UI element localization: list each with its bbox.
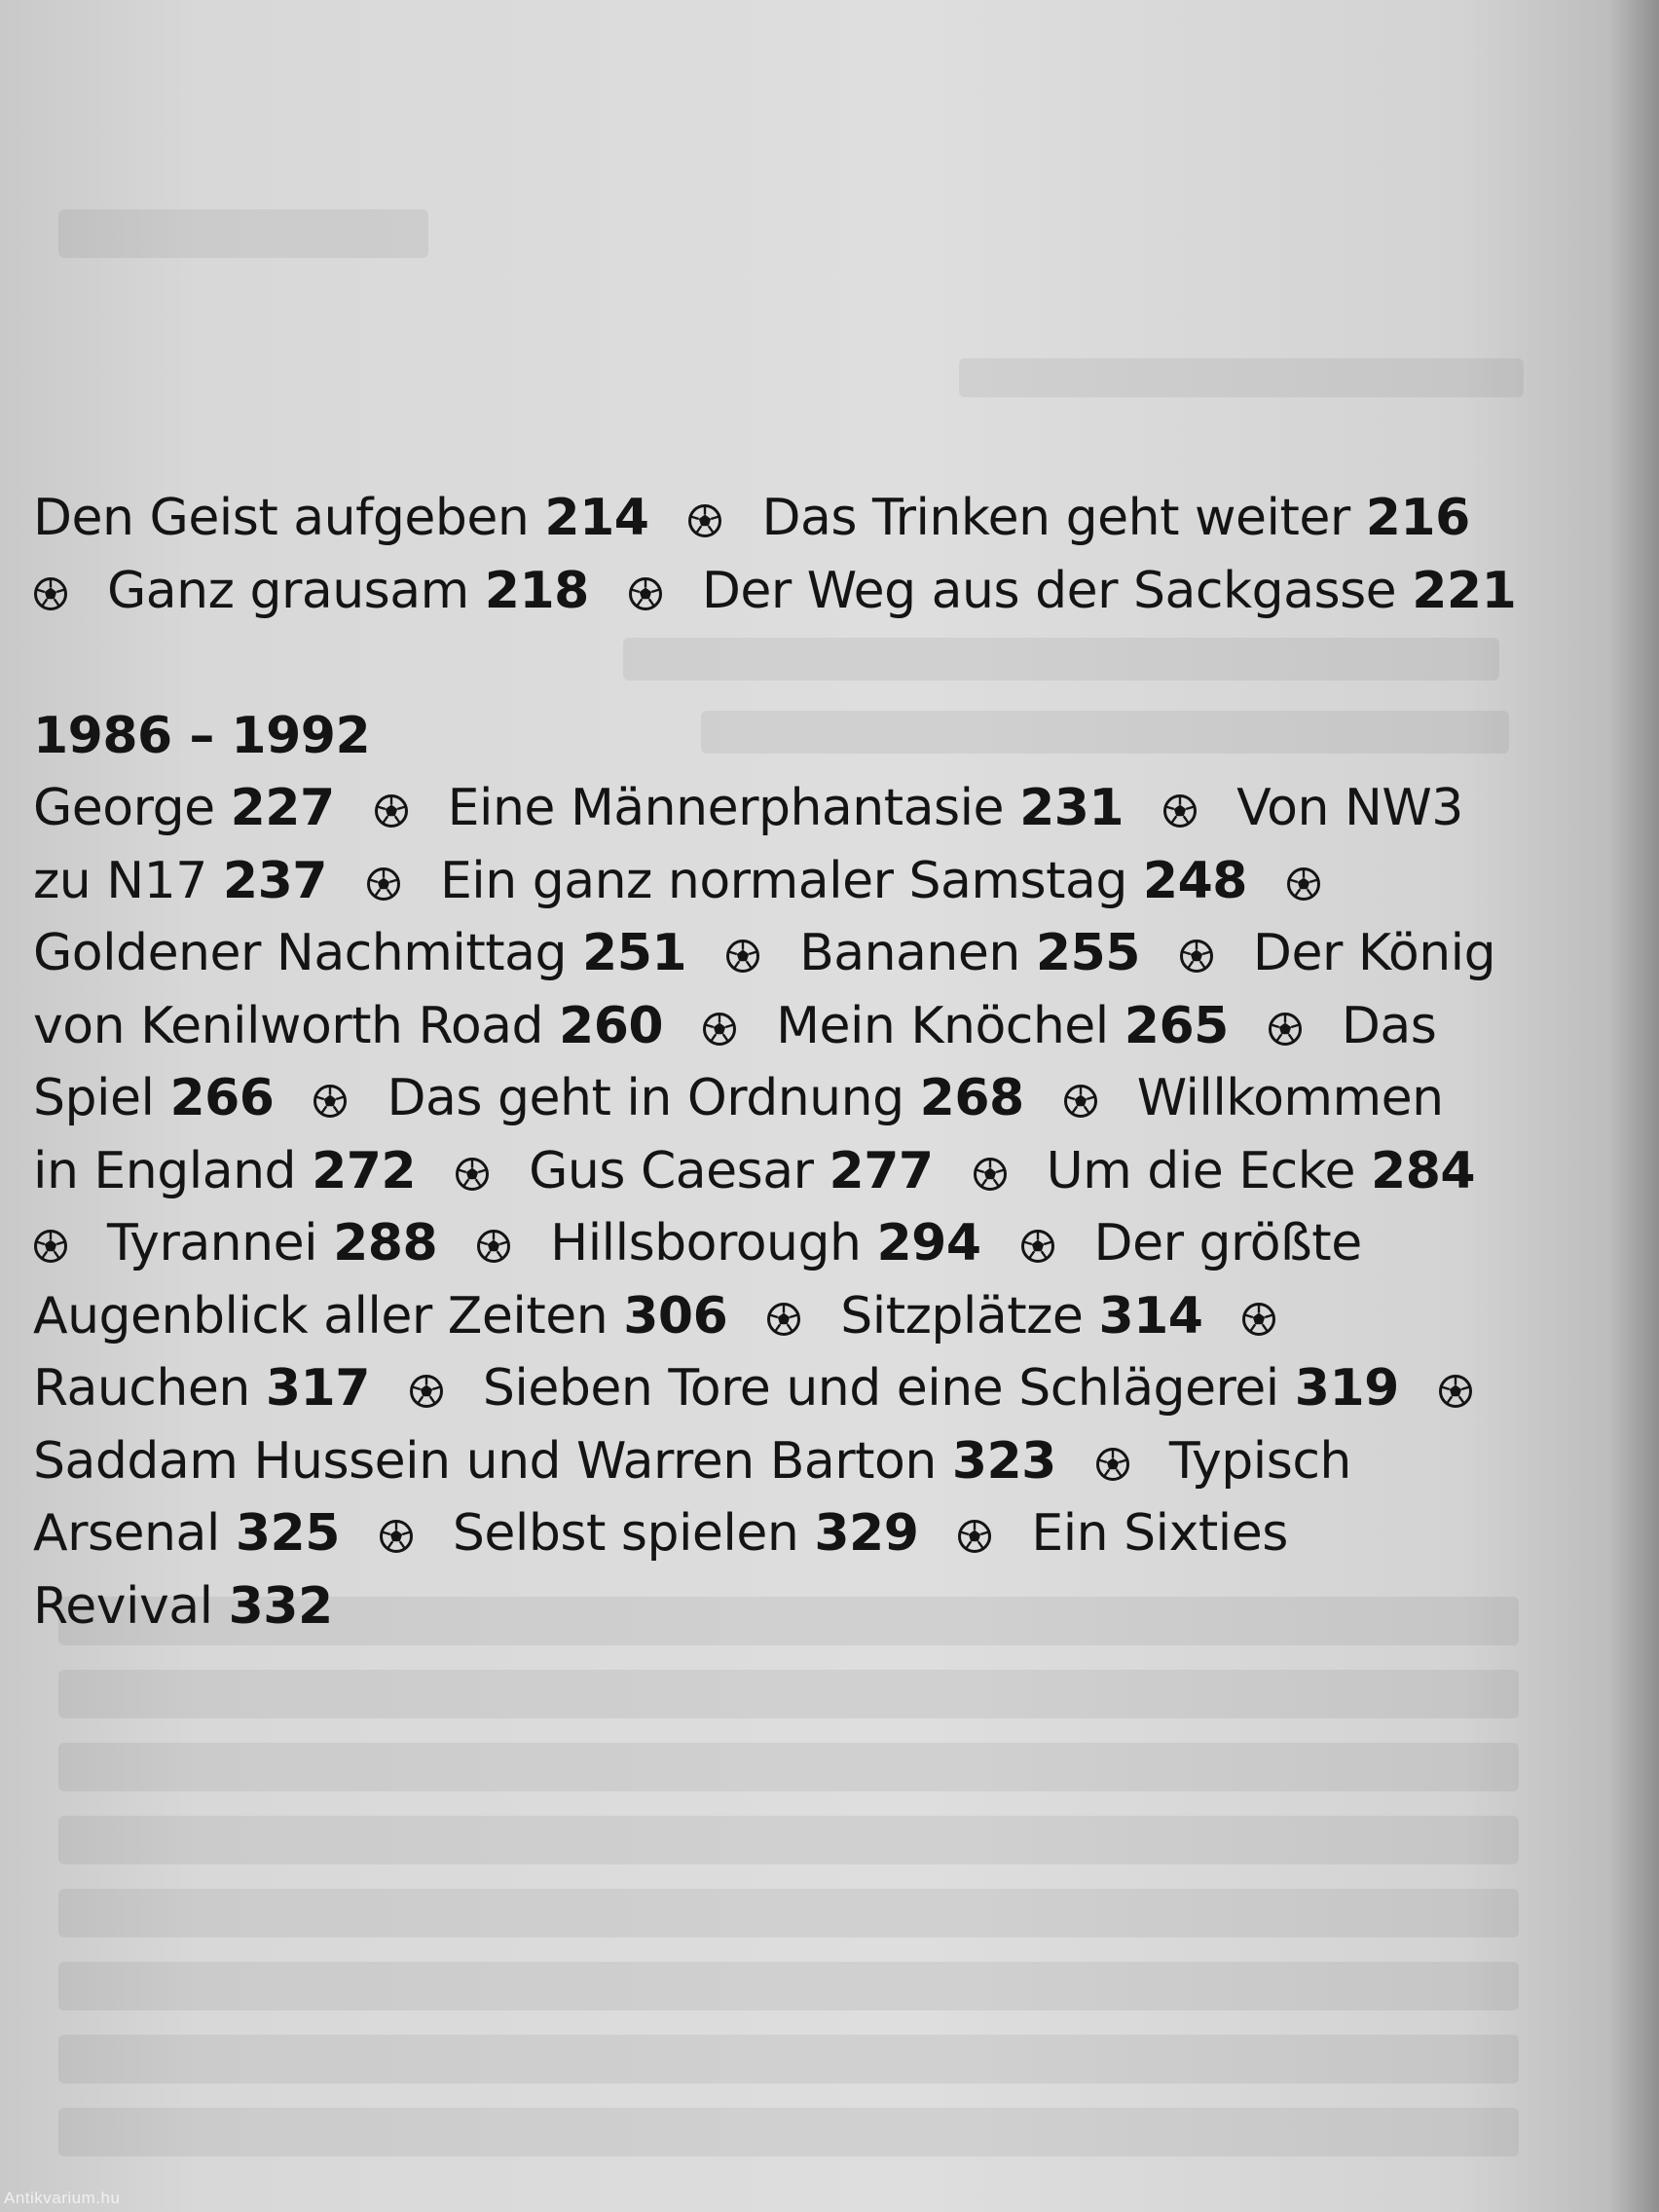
- show-through-heading: [58, 209, 428, 258]
- show-through-line: [58, 2035, 1519, 2083]
- show-through-line: [58, 2108, 1519, 2157]
- entry-page: 319: [1294, 1359, 1399, 1418]
- football-icon: [1095, 1447, 1130, 1482]
- entry-page: 221: [1412, 561, 1517, 620]
- football-icon: [1268, 1012, 1303, 1047]
- section-heading: 1986 – 1992: [33, 706, 371, 765]
- show-through-line: [58, 1816, 1519, 1864]
- entry-title: George: [33, 779, 215, 837]
- entry-title: Das Trinken geht weiter: [761, 489, 1350, 547]
- entry-title: Augenblick aller Zeiten: [33, 1286, 608, 1346]
- football-icon: [379, 1519, 414, 1554]
- toc-line: [33, 482, 1552, 555]
- toc-line: [33, 845, 1552, 918]
- football-icon: [313, 1084, 348, 1119]
- entry-title: Den Geist aufgeben: [33, 489, 530, 547]
- entry-title: Sieben Tore und eine Schlägerei: [482, 1359, 1279, 1418]
- entry-page: 248: [1142, 851, 1247, 910]
- entry-page: 317: [265, 1359, 370, 1418]
- entry-page: 288: [333, 1214, 438, 1272]
- entry-page: 272: [312, 1141, 417, 1200]
- show-through-line: [58, 1962, 1519, 2010]
- entry-title: Mein Knöchel: [776, 996, 1109, 1055]
- toc-line: [33, 1280, 1552, 1353]
- entry-page: 237: [222, 851, 327, 910]
- show-through-line: [58, 1670, 1519, 1718]
- entry-title: Saddam Hussein und Warren Barton: [33, 1431, 937, 1491]
- entry-page: 260: [559, 996, 664, 1055]
- football-icon: [1179, 939, 1214, 974]
- entry-page: 329: [814, 1504, 919, 1563]
- football-icon: [973, 1157, 1008, 1192]
- football-icon: [725, 939, 760, 974]
- toc-line: [33, 772, 1552, 845]
- entry-page: 294: [876, 1214, 981, 1272]
- entry-page: 251: [582, 924, 687, 982]
- entry-page: 306: [623, 1286, 728, 1346]
- toc-line: [33, 1497, 1552, 1570]
- football-icon: [1162, 793, 1198, 829]
- toc-line: [33, 1135, 1552, 1208]
- entry-page: 332: [228, 1576, 333, 1636]
- entry-page: 214: [544, 489, 649, 547]
- entry-title: Um die Ecke: [1046, 1141, 1355, 1200]
- toc-line: [33, 1570, 1552, 1643]
- football-icon: [628, 576, 663, 611]
- entry-title: Von NW3: [1236, 779, 1463, 837]
- toc-line: [33, 1062, 1552, 1135]
- entry-title: Der König: [1252, 924, 1496, 982]
- football-icon: [409, 1374, 444, 1409]
- entry-title: Gus Caesar: [529, 1141, 814, 1200]
- entry-title: von Kenilworth Road: [33, 996, 544, 1055]
- entry-title: Selbst spielen: [452, 1504, 799, 1563]
- football-icon: [455, 1157, 490, 1192]
- football-icon: [702, 1012, 737, 1047]
- entry-page: 255: [1035, 924, 1140, 982]
- football-icon: [1020, 1229, 1055, 1264]
- entry-title: Spiel: [33, 1069, 155, 1127]
- entry-page: 268: [919, 1069, 1024, 1127]
- entry-title: Eine Männerphantasie: [447, 779, 1005, 837]
- toc-line: [33, 555, 1552, 628]
- watermark: Antikvarium.hu: [4, 2189, 121, 2207]
- entry-title: Willkommen: [1136, 1069, 1444, 1127]
- football-icon: [1438, 1374, 1473, 1409]
- toc-line: [33, 917, 1552, 990]
- entry-title: Hillsborough: [550, 1214, 862, 1272]
- entry-page: 284: [1371, 1141, 1476, 1200]
- entry-page: 265: [1124, 996, 1229, 1055]
- entry-title: in England: [33, 1141, 297, 1200]
- entry-page: 314: [1098, 1286, 1203, 1346]
- entry-title: Tyrannei: [107, 1214, 318, 1272]
- entry-page: 216: [1365, 489, 1470, 547]
- toc-line: [33, 990, 1552, 1063]
- entry-title: Das geht in Ordnung: [387, 1069, 904, 1127]
- entry-page: 231: [1019, 779, 1124, 837]
- entry-title: Revival: [33, 1576, 213, 1636]
- entry-title: Sitzplätze: [840, 1286, 1084, 1346]
- entry-title: Arsenal: [33, 1504, 220, 1563]
- entry-page: 277: [829, 1141, 934, 1200]
- football-icon: [33, 1229, 68, 1264]
- football-icon: [366, 866, 401, 902]
- section-gap: [33, 627, 1552, 700]
- entry-page: 218: [484, 561, 589, 620]
- toc-line: [33, 1207, 1552, 1280]
- football-icon: [766, 1302, 801, 1337]
- show-through-subheading: [959, 358, 1524, 397]
- entry-title: Rauchen: [33, 1359, 250, 1418]
- entry-title: Bananen: [799, 924, 1020, 982]
- football-icon: [1286, 866, 1321, 902]
- entry-title: zu N17: [33, 851, 207, 910]
- football-icon: [687, 503, 722, 538]
- entry-title: Ein ganz normaler Samstag: [439, 851, 1127, 910]
- entry-title: Der größte: [1093, 1214, 1362, 1272]
- entry-page: 323: [951, 1431, 1056, 1491]
- football-icon: [1241, 1302, 1276, 1337]
- show-through-line: [58, 1889, 1519, 1937]
- entry-page: 227: [230, 779, 335, 837]
- entry-title: Das: [1341, 996, 1437, 1055]
- entry-title: Der Weg aus der Sackgasse: [701, 561, 1397, 620]
- entry-title: Typisch: [1168, 1431, 1351, 1491]
- entry-title: Goldener Nachmittag: [33, 924, 567, 982]
- toc-line: [33, 1425, 1552, 1498]
- football-icon: [1063, 1084, 1098, 1119]
- football-icon: [476, 1229, 511, 1264]
- football-icon: [957, 1519, 992, 1554]
- entry-page: 325: [235, 1504, 340, 1563]
- table-of-contents: [33, 482, 1552, 1642]
- show-through-line: [58, 1743, 1519, 1791]
- entry-page: 266: [169, 1069, 275, 1127]
- entry-title: Ganz grausam: [107, 561, 469, 620]
- football-icon: [33, 576, 68, 611]
- toc-line: [33, 1352, 1552, 1425]
- football-icon: [374, 793, 409, 829]
- entry-title: Ein Sixties: [1031, 1504, 1288, 1563]
